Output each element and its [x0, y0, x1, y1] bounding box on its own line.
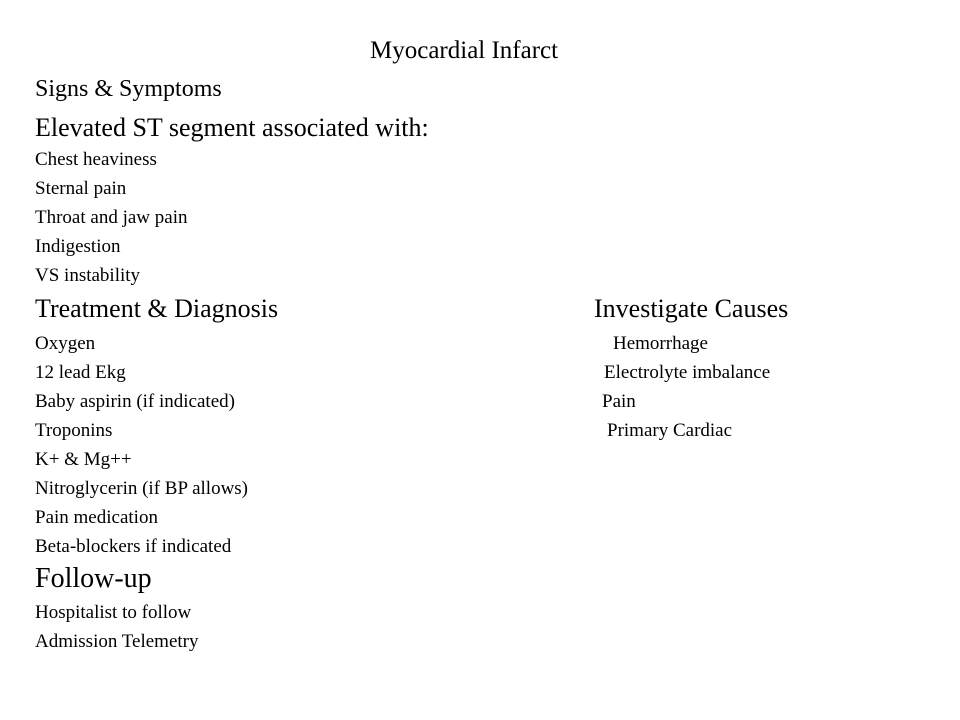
treatment-item: Pain medication	[35, 507, 158, 528]
signs-item: Indigestion	[35, 236, 121, 257]
treatment-item: Baby aspirin (if indicated)	[35, 391, 235, 412]
causes-item: Primary Cardiac	[607, 420, 733, 441]
followup-item: Admission Telemetry	[35, 631, 199, 652]
signs-subheading: Elevated ST segment associated with:	[35, 113, 429, 142]
treatment-item: 12 lead Ekg	[35, 362, 126, 383]
signs-heading: Signs & Symptoms	[35, 76, 222, 102]
treatment-item: Troponins	[35, 420, 113, 441]
signs-item: VS instability	[35, 265, 141, 286]
treatment-item: Oxygen	[35, 333, 96, 354]
treatment-heading: Treatment & Diagnosis	[35, 294, 279, 323]
causes-item: Hemorrhage	[613, 333, 708, 354]
causes-item: Electrolyte imbalance	[604, 362, 771, 383]
signs-item: Sternal pain	[35, 178, 127, 199]
treatment-item: Beta-blockers if indicated	[35, 536, 232, 557]
signs-item: Throat and jaw pain	[35, 207, 188, 228]
slide-title: Myocardial Infarct	[370, 37, 559, 64]
followup-item: Hospitalist to follow	[35, 602, 192, 623]
signs-item: Chest heaviness	[35, 149, 157, 170]
treatment-item: K+ & Mg++	[35, 449, 132, 470]
causes-item: Pain	[602, 391, 636, 412]
treatment-item: Nitroglycerin (if BP allows)	[35, 478, 249, 499]
causes-heading: Investigate Causes	[594, 294, 789, 323]
followup-heading: Follow-up	[35, 563, 152, 594]
